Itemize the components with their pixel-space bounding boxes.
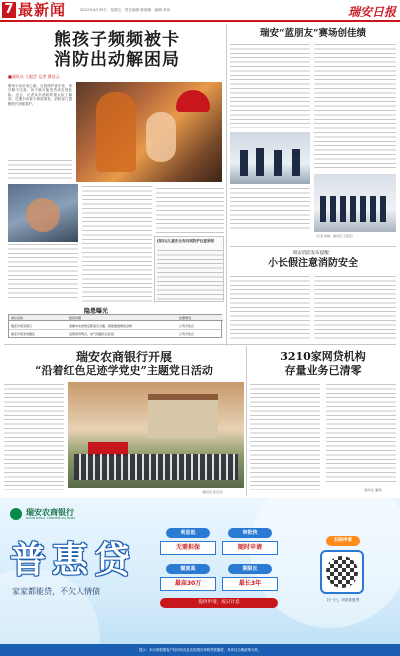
ad-footer: 提示：本行将根据客户信用状况及实际情况审核贷款额度，具体以当期政策为准。	[0, 644, 400, 656]
apply-banner: 提供申请，按日计息	[160, 598, 278, 608]
article-1-photo-2	[8, 184, 78, 242]
qr-code[interactable]	[320, 550, 364, 594]
crowd	[74, 454, 238, 480]
text-block	[82, 186, 152, 302]
article-5	[250, 346, 396, 496]
bank-ad	[0, 498, 400, 656]
section-title: 最新闻	[18, 1, 67, 19]
knowledge-box-title: [知识]儿童安全有四项防护注意须知	[157, 239, 215, 243]
firefighter-lineup	[274, 150, 282, 176]
page-number: 7	[2, 2, 16, 18]
feature-value: 最高30万	[160, 577, 216, 591]
firefighter-lineup	[292, 149, 300, 176]
bank-logo	[10, 508, 22, 520]
exposure-section	[4, 306, 224, 340]
article-4-byline: （通讯员 陈丹丹）	[200, 490, 225, 494]
exposure-cell: 瑞安市某某电器店	[11, 332, 36, 336]
article-3-title: 小长假注意消防安全	[268, 258, 358, 269]
text-block	[8, 160, 72, 180]
feature-value: 随时申请	[222, 541, 278, 555]
ad-decor	[0, 568, 100, 656]
feature-label: 审批快	[228, 528, 272, 538]
text-block	[230, 276, 310, 342]
feature-card	[160, 528, 216, 558]
text-block	[250, 384, 320, 490]
rescue-scene	[26, 198, 60, 232]
column-divider	[246, 346, 247, 496]
column-divider	[226, 24, 227, 346]
exposure-cell: 违规使用明火，电气线路私拉乱接	[69, 332, 115, 336]
article-1-lead: 假家小孩好奇心重，自我保护意识差，家长稍不注意，孩子就可能受伤或出现危险。近日，记者从市消防救援大队了解到，近期小孩被卡事故频发，消防部门提醒家长加强看护。	[8, 84, 72, 106]
text-block	[8, 244, 78, 300]
feature-card	[222, 528, 278, 558]
article-1-photo	[76, 82, 222, 182]
article-2-photo-2	[314, 174, 396, 232]
exposure-cell: 已责令改正	[179, 332, 195, 336]
exposure-header-cell: 处理情况	[179, 316, 192, 320]
article-5-title-line1: 3210家网贷机构	[280, 350, 366, 363]
paper-name: 瑞安日报	[347, 5, 396, 19]
ad-slogan: 家家都能贷，不欠人情债	[12, 587, 100, 596]
article-2	[230, 24, 396, 246]
article-1-byline: ■通讯员 王毅芸 记者 曹佳云	[8, 74, 60, 79]
article-4-group-photo	[68, 382, 244, 488]
article-5-title	[250, 350, 396, 378]
firefighter-lineup	[240, 150, 248, 176]
article-2-photo	[230, 132, 310, 184]
firefighter-figure	[96, 92, 136, 172]
text-block	[157, 250, 223, 300]
feature-value: 最长3年	[222, 577, 278, 591]
text-block	[314, 44, 396, 170]
article-4	[4, 346, 244, 496]
exposure-cell: 已责令改正	[179, 324, 195, 328]
exposure-header-cell: 单位名称	[11, 316, 24, 320]
feature-label: 期限长	[228, 564, 272, 574]
text-block	[4, 384, 64, 490]
feature-card	[160, 564, 216, 594]
bank-name: 瑞安农商银行	[26, 508, 74, 517]
feature-card	[222, 564, 278, 594]
feature-value: 无需担保	[160, 541, 216, 555]
exposure-cell: 商铺内未按规定配备灭火器，疏散通道堆放杂物	[69, 324, 133, 328]
team-lineup	[320, 196, 390, 222]
table-row	[9, 330, 223, 338]
text-block	[326, 384, 396, 484]
product-title: 普惠贷	[10, 539, 137, 581]
header-rule	[0, 20, 400, 22]
qr-caption: 扫一扫，申请普惠贷	[326, 598, 360, 602]
feature-label: 额度高	[166, 564, 210, 574]
table-row	[9, 322, 223, 330]
article-4-title-line1: 瑞安农商银行开展	[75, 350, 172, 364]
exposure-cell: 瑞安市某某商行	[11, 324, 33, 328]
section-rule	[230, 246, 396, 247]
apply-button[interactable]: 扫码申请	[326, 536, 360, 546]
firefighter-lineup	[256, 148, 264, 176]
text-block	[314, 276, 396, 342]
text-block	[230, 188, 310, 232]
article-5-title-line2: 存量业务已清零	[284, 364, 362, 377]
text-block	[156, 188, 224, 234]
text-block	[230, 44, 310, 128]
section-rule	[4, 344, 396, 345]
article-4-title-line2: “沿着红色足迹学党史”主题党日活动	[35, 364, 213, 377]
article-1-title-line2: 消防出动解困局	[54, 50, 180, 70]
exposure-header-row	[9, 315, 223, 321]
qr-pattern	[326, 556, 358, 588]
exposure-table	[8, 314, 222, 338]
article-5-byline: （新华社 潘清）	[362, 488, 384, 492]
bank-sub: RUIAN RURAL COMMERCIAL BANK	[26, 517, 76, 520]
article-2-title: 瑞安“蓝朋友”赛场创佳绩	[260, 28, 366, 39]
exposure-header-cell: 隐患问题	[69, 316, 82, 320]
article-2-note: （记者 孙楠、通讯员 王毅芸）	[314, 234, 355, 238]
exposure-title: 隐患曝光	[84, 308, 109, 315]
child-figure	[146, 112, 176, 162]
feature-label: 利息低	[166, 528, 210, 538]
article-3-kicker: 瑞安消防发布提醒：	[292, 251, 334, 256]
article-1-title-line1: 熊孩子频频被卡	[54, 30, 180, 50]
article-1-title	[54, 30, 180, 70]
article-3	[230, 248, 396, 346]
memorial-building	[148, 394, 218, 438]
page-header	[0, 0, 400, 22]
issue-info: 2021年4月30日 星期五 责任编辑 陈瑞娜 编辑 李伟	[80, 8, 171, 12]
article-4-title	[4, 350, 244, 378]
helmet-shape	[176, 90, 210, 112]
